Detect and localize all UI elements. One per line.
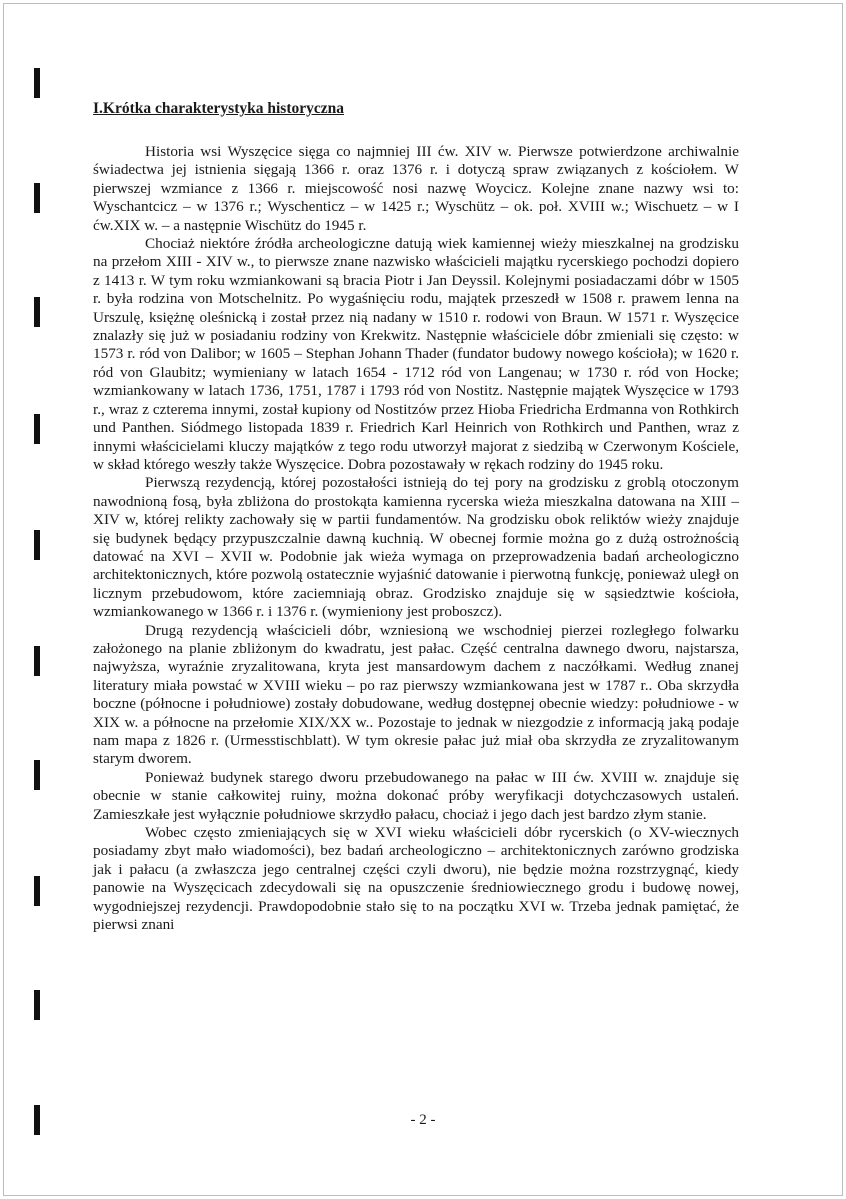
paragraph: Pierwszą rezydencją, której pozostałości istnieją do tej pory na grodzisku z groblą otoczonym nawodnioną fosą, była zbliżona do prostokąta kamienna rycerska wieża mieszkalna datowana na XIII – XIV w, której relikty zachowały się w partii fundamentów. Na grodzisku obok reliktów wieży znajduje się budynek będący przypuszczalnie dawną kuchnią. W obecnej formie można go z dużą ostrożnością datować na XVI – XVII w. Podobnie jak wieża wymaga on przeprowadzenia badań archeologiczno architektonicznych, które pozwolą ostatecznie wyjaśnić datowanie i pierwotną funkcję, ponieważ uległ on licznym przebudowom, które zaciemniają obraz. Grodzisko znajduje się w sąsiedztwie kościoła, wzmiankowanego w 1366 r. i 1376 r. (wymieniony jest proboszcz). <box>93 474 739 621</box>
body-text <box>93 143 739 934</box>
paragraph: Historia wsi Wyszęcice sięga co najmniej III ćw. XIV w. Pierwsze potwierdzone archiwalnie świadectwa jej istnienia sięgają 1366 r. oraz 1376 r. i dotyczą spraw związanych z kościołem. W pierwszej wzmiance z 1366 r. miejscowość nosi nazwę Woycicz. Kolejne znane nazwy wsi to: Wyschantcicz – w 1376 r.; Wyschenticz – w 1425 r.; Wyschütz – ok. poł. XVIII w.; Wischuetz – w I ćw.XIX w. – a następnie Wischütz do 1945 r. <box>93 143 739 234</box>
binding-mark <box>34 760 40 790</box>
binding-mark <box>34 414 40 444</box>
paragraph: Drugą rezydencją właścicieli dóbr, wzniesioną we wschodniej pierzei rozległego folwarku założonego na planie zbliżonym do kwadratu, jest pałac. Część centralna dawnego dworu, najstarsza, najwyższa, wyraźnie zryzalitowana, kryta jest mansardowym dachem z naczółkami. Według znanej literatury miała powstać w XVIII wieku – po raz pierwszy wzmiankowana jest w 1787 r.. Oba skrzydła boczne (północne i południowe) zostały dobudowane, według dostępnej obecnie wiedzy: południowe - w XIX w. a północne na przełomie XIX/XX w.. Pozostaje to jednak w niezgodzie z informacją jaką podaje nam mapa z 1826 r. (Urmesstischblatt). W tym okresie pałac już miał oba skrzydła ze zryzalitowanym starym dworem. <box>93 621 739 768</box>
document-content <box>93 99 739 934</box>
paragraph: Chociaż niektóre źródła archeologiczne datują wiek kamiennej wieży mieszkalnej na grodzisku na przełom XIII - XIV w., to pierwsze znane nazwisko właścicieli majątku rycerskiego pochodzi dopiero z 1413 r. W tym roku wzmiankowani są bracia Piotr i Jan Deyssil. Kolejnymi posiadaczami dóbr w 1505 r. była rodzina von Motschelnitz. Po wygaśnięciu rodu, majątek przeszedł w 1508 r. prawem lenna na Urszulę, księżnę oleśnicką i został przez nią nadany w 1510 r. rodowi von Braun. W 1571 r. Wyszęcice znalazły się już w posiadaniu rodziny von Krekwitz. Następnie właściciele dóbr zmieniali się często: w 1573 r. ród von Dalibor; w 1605 – Stephan Johann Thader (fundator budowy nowego kościoła); w 1620 r. ród von Glaubitz; wymieniany w latach 1654 - 1712 ród von Langenau; w 1730 r. ród von Hocke; wzmiankowany w latach 1736, 1751, 1787 i 1793 ród von Nostitz. Następnie majątek Wyszęcice w 1793 r., wraz z czterema innymi, został kupiony od Nostitzów przez Hioba Friedricha Erdmanna von Rothkirch und Panthen. Siódmego listopada 1839 r. Friedrich Karl Heinrich von Rothkirch und Panthen, wraz z innymi właścicielami kluczy majątków z tego rodu utworzył majorat z siedzibą w Czerwonym Kościele, w skład którego weszły także Wyszęcice. Dobra pozostawały w rękach rodziny do 1945 roku. <box>93 235 739 473</box>
binding-mark <box>34 876 40 906</box>
binding-mark <box>34 990 40 1020</box>
binding-mark <box>34 530 40 560</box>
page-number: - 2 - <box>410 1112 436 1128</box>
binding-mark <box>34 297 40 327</box>
binding-mark <box>34 183 40 213</box>
binding-mark <box>34 68 40 98</box>
binding-mark <box>34 646 40 676</box>
paragraph: Ponieważ budynek starego dworu przebudowanego na pałac w III ćw. XVIII w. znajduje się obecnie w stanie całkowitej ruiny, można dokonać próby weryfikacji dotychczasowych ustaleń. Zamieszkałe jest wyłącznie południowe skrzydło pałacu, chociaż i jego dach jest bardzo złym stanie. <box>93 768 739 823</box>
paragraph: Wobec często zmieniających się w XVI wieku właścicieli dóbr rycerskich (o XV-wiecznych posiadamy zbyt mało wiadomości), bez badań archeologiczno – architektonicznych zarówno grodziska jak i pałacu (a zwłaszcza jego centralnej części czyli dworu), nie będzie można rozstrzygnąć, kiedy panowie na Wyszęcicach zdecydowali się na opuszczenie średniowiecznego grodu i budowę nowej, wygodniejszej rezydencji. Prawdopodobnie stało się to na początku XVI w. Trzeba jednak pamiętać, że pierwsi znani <box>93 824 739 934</box>
binding-marks <box>34 0 40 1199</box>
section-title: I.Krótka charakterystyka historyczna <box>93 100 344 117</box>
